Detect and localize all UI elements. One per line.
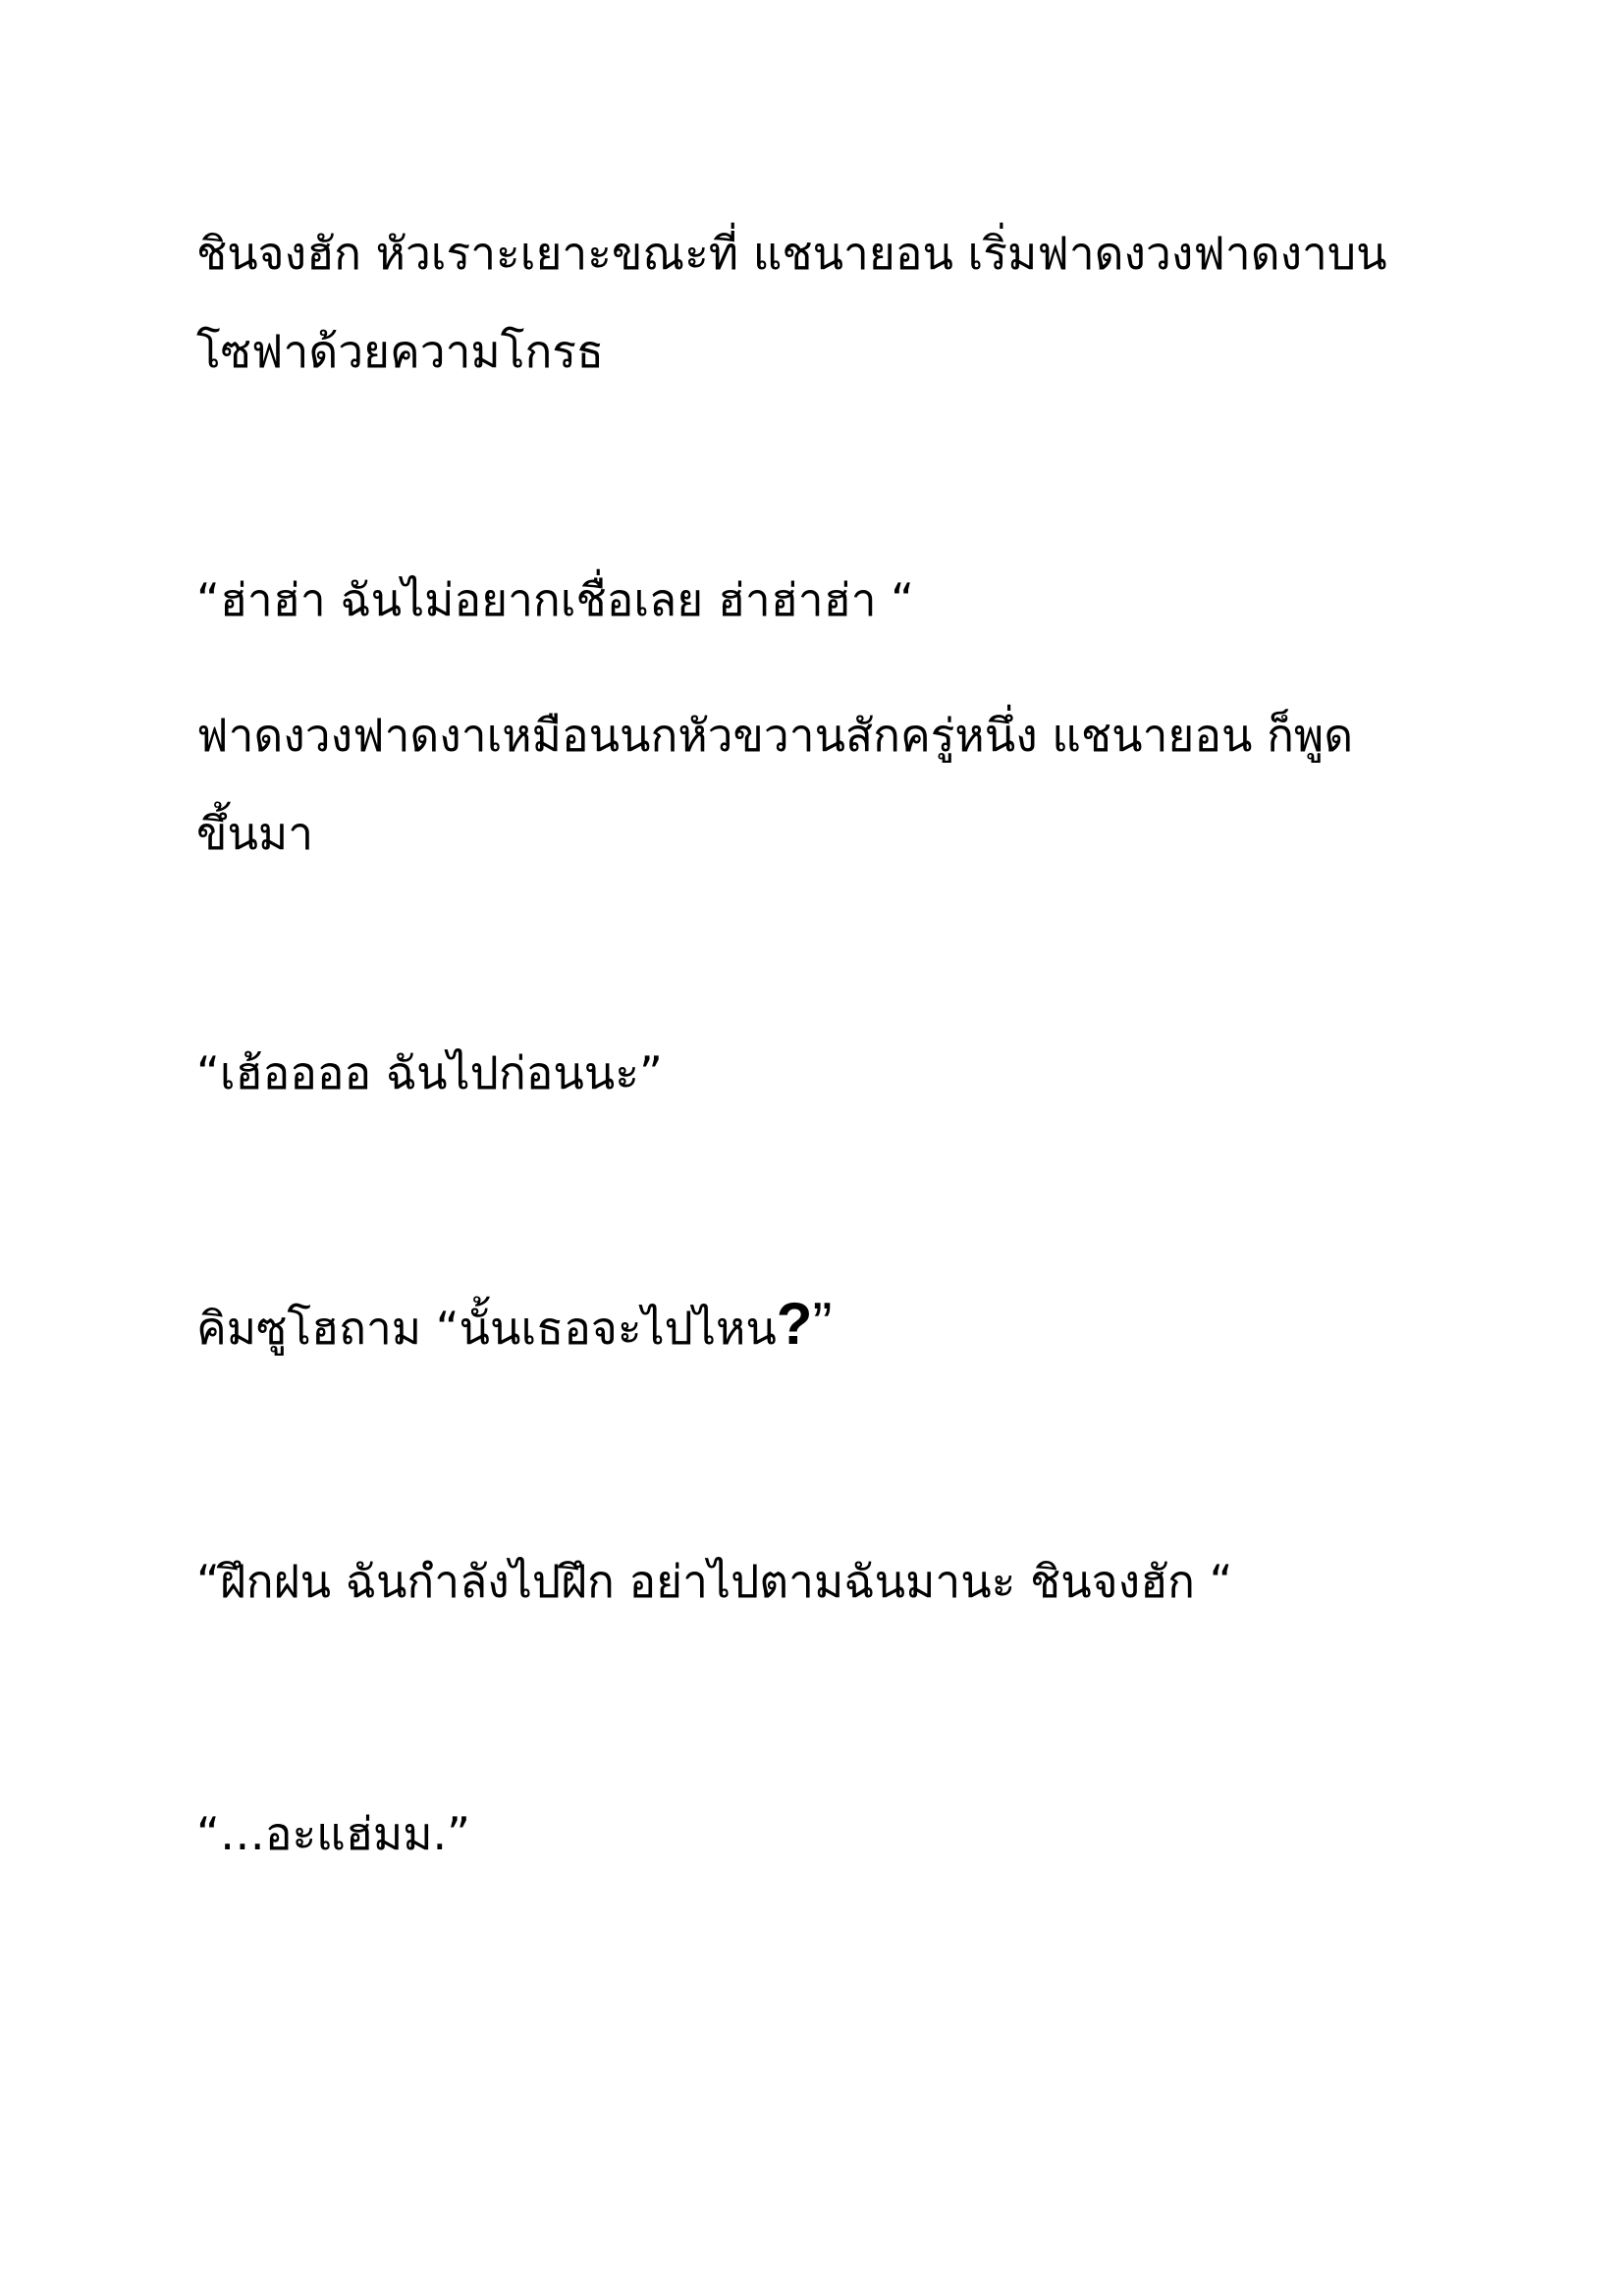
closing-quote: ”: [812, 1291, 833, 1357]
paragraph-dialogue-training: [196, 1532, 1434, 1630]
text-line: คิมซูโฮถาม “นั้นเธอจะไปไหน: [196, 1302, 777, 1355]
question-mark: ?: [776, 1291, 813, 1357]
paragraph-dialogue-ahem: [196, 1785, 1434, 1883]
paragraph-dialogue-leaving: [196, 1024, 1434, 1122]
text-line: โซฟาด้วยความโกรธ: [196, 325, 605, 378]
text-line: ฟาดงวงฟาดงาเหมือนนกหัวขวานสักครู่หนึ่ง แชนายอน ก็พูด: [196, 709, 1354, 762]
text-line: “เฮ้ออออ ฉันไปก่อนนะ”: [196, 1046, 663, 1099]
text-line: “ฮ่าฮ่า ฉันไม่อยากเชื่อเลย ฮ่าฮ่าฮ่า “: [196, 573, 914, 626]
paragraph-narration-woodpecker: [196, 686, 1434, 882]
text-line: ขึ้นมา: [196, 807, 314, 860]
text-line: “…อะแฮ่มม.”: [196, 1807, 470, 1860]
paragraph-narration-laugh: [196, 204, 1434, 400]
text-line: ชินจงฮัก หัวเราะเยาะขณะที่ แชนายอน เริ่มฟาดงวงฟาดงาบน: [196, 227, 1387, 280]
paragraph-dialogue-question: [196, 1275, 1434, 1377]
text-line: “ฝึกฝน ฉันกำลังไปฝึก อย่าไปตามฉันมานะ ชินจงฮัก “: [196, 1555, 1233, 1608]
paragraph-dialogue-haha: [196, 551, 1434, 649]
